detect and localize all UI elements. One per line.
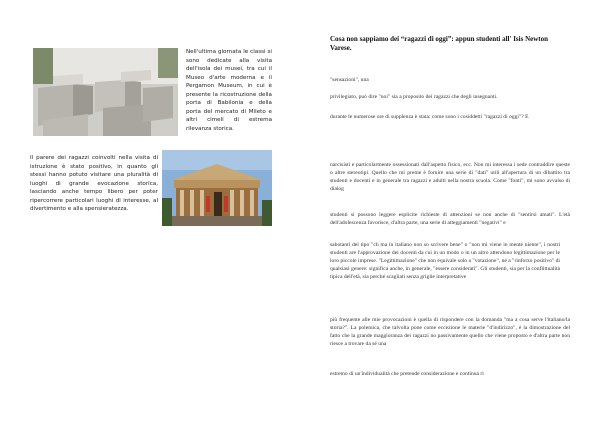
- article-title: Cosa non sappiamo dei “ragazzi di oggi”: appun studenti all' Isis Newton Varese.: [330, 35, 549, 52]
- article-paragraph-5: studenti si possono leggere esplicite richieste di attenzioni se non anche di "sentirsi amati". L'età dell'adolescenza favorisce, d'altra parte, una serie di atteggiamenti "negativi" e: [330, 212, 570, 226]
- article-paragraph-2: privilegiato, può dire "noi" sia a proposito dei ragazzi che degli insegnanti.: [330, 94, 498, 100]
- article-paragraph-1: "sensazioni", una: [330, 77, 369, 83]
- students-opinion-paragraph: Il parere dei ragazzi coinvolti nella visita di istruzione è stato positivo, in quanto gli stessi hanno potuto visitare una pluralità di luoghi di grande evocazione storica, lasciando anche tempo libero per poter ripercorrere particolari luoghi di interesse, al divertimento e alla spensieratezza.: [30, 155, 158, 212]
- article-paragraph-4: narcisisti e particolarmente ossessionati dall'aspetto fisico, ecc. Non mi interessa i sede contraddire queste o altre stereotipi. Quello che mi preme è fornire una serie di "dati" utili all'apertura di un dibattito tra studenti e docenti e in generale tra ragazzi e adulti nella nostra scuola. Come "fonti", mi sono avvalso di dialog: [330, 162, 570, 192]
- article-paragraph-6: sabotanti del tipo "ch ma in italiano non so scrivere bene" o "non mi viene in mente niente", i nostri studenti are l'approvazione dei docenti da cui in un modo o in un altro attendono legittimazione per le loro piccole imprese. "Legittimazione" che non equivale solo a "votazione", né a "rinforzo positivo" di qualsiasi genere: significa anche, in generale, "essere considerati". Gli studenti, sia per la conflittualità tipica dell'età, sia perché scagliati senza griglie interpretative: [330, 242, 560, 280]
- museum-photo: [162, 150, 272, 226]
- memorial-photo: [33, 48, 178, 136]
- museum-visit-paragraph: Nell'ultima giornata le classi si sono dedicate alla visita dell'isola dei musei, tra cui il Museo d'arte moderna e il Pergamon Museum, in cui è presente la ricostruzione della porta di Babilonia e della porta del mercato di Mileto e altri cimeli di estrema rilevanza storica.: [186, 49, 272, 132]
- article-paragraph-3: durante le numerose ore di supplenza è stata: come sono i cosiddetti "ragazzi di oggi"? E: [330, 114, 529, 120]
- article-paragraph-8: estremo di un'individualità che pretende considerazione e continua ri: [330, 371, 484, 377]
- article-paragraph-7: più frequente alle mie provocazioni è quella di rispondere con la domanda "ma a cosa serve l'italiano/la storia?". La polemica, che talvolta pone come eccezione le materie "d'indirizzo", è la dimostrazione del fatto che la grande maggioranza dei ragazzi no passivamente quello che viene proposto e d'altra parte non riesce a trovare da sé una: [330, 317, 570, 347]
